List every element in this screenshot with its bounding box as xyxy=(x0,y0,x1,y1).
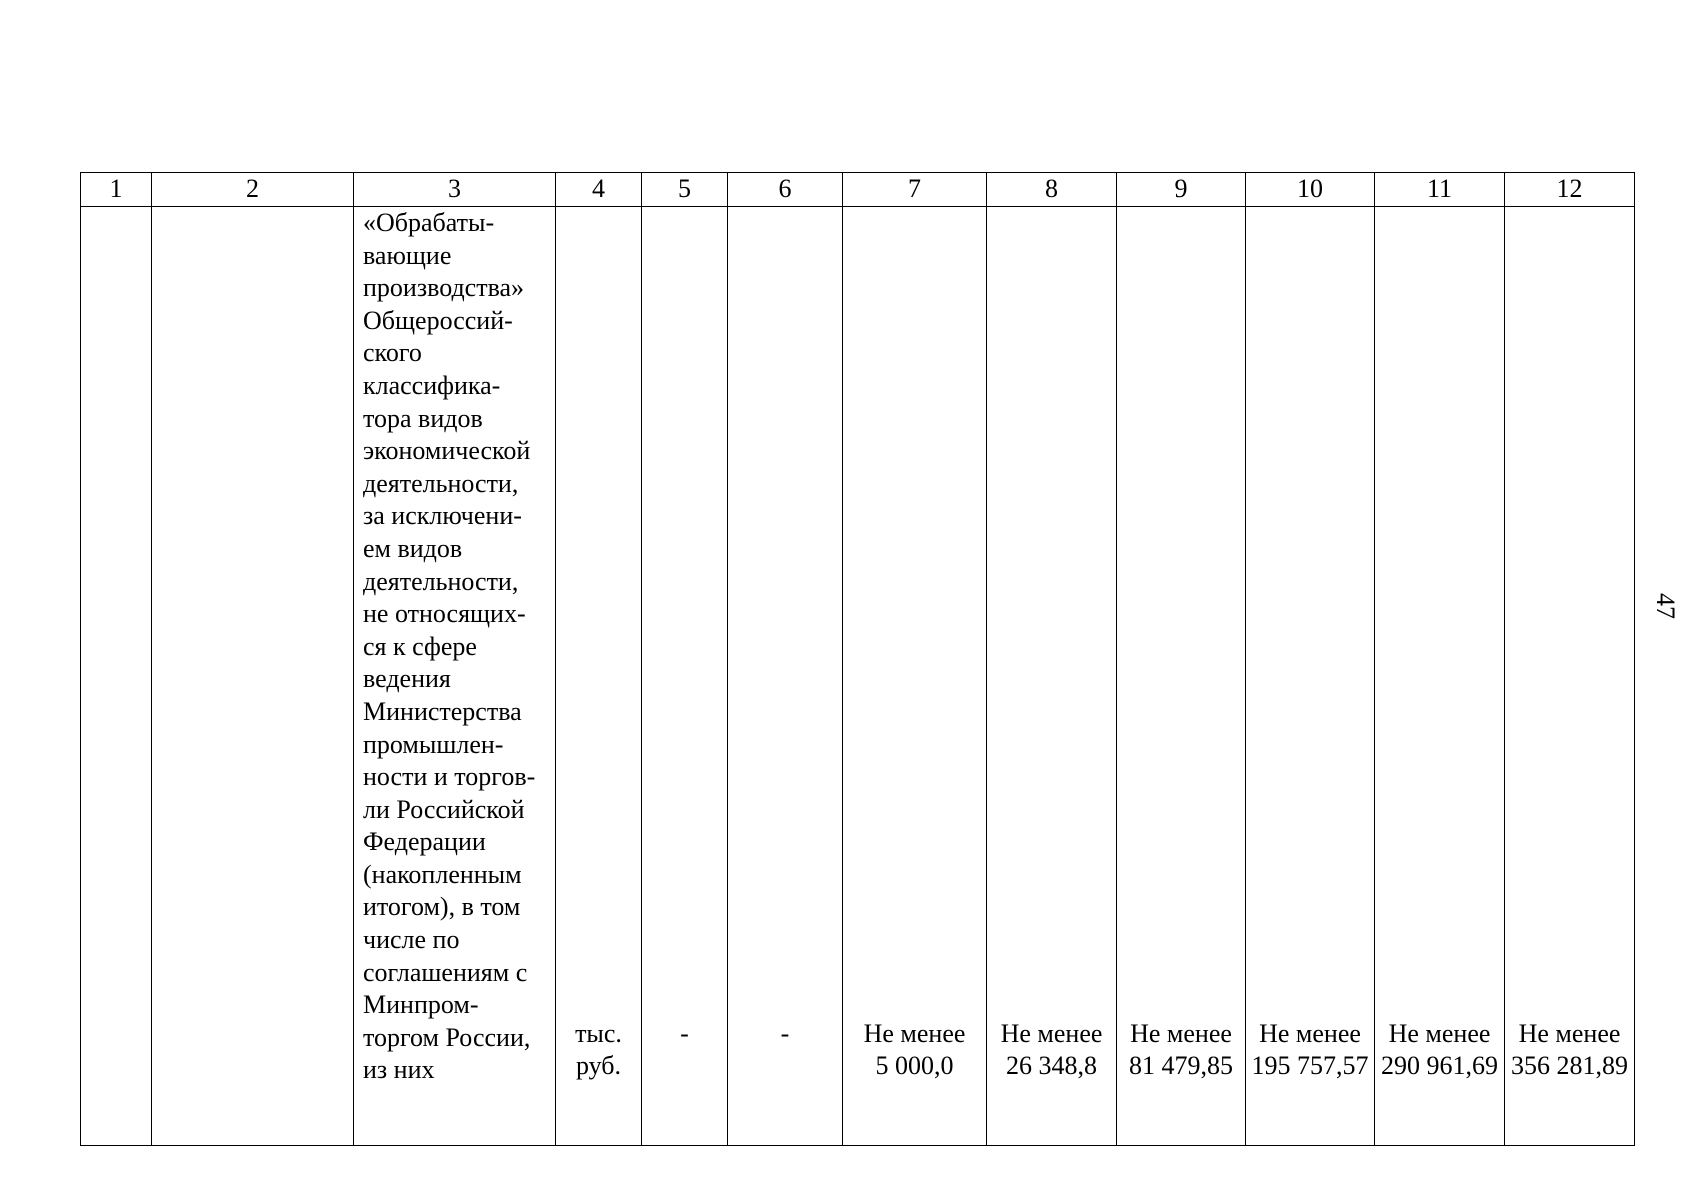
value-prefix: Не менее xyxy=(1259,1018,1361,1048)
value-prefix: Не менее xyxy=(863,1018,966,1048)
dash-value: - xyxy=(780,1018,790,1048)
column-number: 11 xyxy=(1375,173,1505,207)
dash-cell xyxy=(642,207,728,1146)
value-amount: 5 000,0 xyxy=(875,1051,954,1081)
description-line: ли Российской xyxy=(363,794,525,824)
description-line: числе по xyxy=(363,925,460,955)
description-line: производства» xyxy=(363,273,525,303)
column-number: 12 xyxy=(1505,173,1635,207)
value-prefix: Не менее xyxy=(1000,1018,1103,1048)
value-cell xyxy=(1505,207,1635,1146)
description-line: соглашениям с xyxy=(363,957,528,987)
description-line: торгом России, xyxy=(363,1022,531,1052)
value-cell xyxy=(843,207,987,1146)
description-line: Министерства xyxy=(363,696,522,726)
description-line: (накопленным xyxy=(363,859,522,889)
description-line: ности и торгов- xyxy=(363,762,536,792)
description-line: ведения xyxy=(363,664,451,694)
column-number: 10 xyxy=(1246,173,1375,207)
description-line: тора видов xyxy=(363,403,483,433)
unit-line: тыс. xyxy=(575,1018,622,1048)
description-line: ского xyxy=(363,338,422,368)
dash-value: - xyxy=(680,1018,689,1048)
description-line: деятельности, xyxy=(363,566,519,596)
description-line: не относящих- xyxy=(363,599,526,629)
column-number: 5 xyxy=(642,173,728,207)
description-line: ся к сфере xyxy=(363,631,477,661)
column-number: 3 xyxy=(354,173,556,207)
description-line: за исключени- xyxy=(363,501,522,531)
value-cell xyxy=(987,207,1117,1146)
description-line: ем видов xyxy=(363,533,463,563)
column-number-row xyxy=(81,173,1635,207)
dash-cell xyxy=(728,207,843,1146)
description-line: Общероссий- xyxy=(363,305,513,335)
unit-cell xyxy=(556,207,642,1146)
indicator-name-cell xyxy=(152,207,354,1146)
value-cell xyxy=(1246,207,1375,1146)
column-number: 6 xyxy=(728,173,843,207)
value-amount: 81 479,85 xyxy=(1129,1051,1233,1081)
value-amount: 195 757,57 xyxy=(1251,1051,1369,1081)
description-line: промышлен- xyxy=(363,729,504,759)
description-line: Минпром- xyxy=(363,990,479,1020)
value-amount: 356 281,89 xyxy=(1511,1051,1628,1081)
description-line: классифика- xyxy=(363,370,501,400)
description-line: экономической xyxy=(363,436,531,466)
unit-line: руб. xyxy=(575,1051,622,1081)
value-amount: 26 348,8 xyxy=(1006,1051,1097,1081)
value-cell xyxy=(1375,207,1505,1146)
description-line: Федерации xyxy=(363,827,486,857)
value-cell xyxy=(1117,207,1246,1146)
value-amount: 290 961,69 xyxy=(1381,1051,1498,1081)
value-prefix: Не менее xyxy=(1130,1018,1232,1048)
indicator-description-cell xyxy=(354,207,556,1146)
description-line: вающие xyxy=(363,240,452,270)
value-prefix: Не менее xyxy=(1388,1018,1491,1048)
description-line: итогом), в том xyxy=(363,892,521,922)
column-number: 9 xyxy=(1117,173,1246,207)
description-line: из них xyxy=(363,1055,435,1085)
table-row xyxy=(81,207,1635,1146)
column-number: 7 xyxy=(843,173,987,207)
column-number: 8 xyxy=(987,173,1117,207)
description-line: «Обрабаты- xyxy=(363,208,495,237)
value-prefix: Не менее xyxy=(1518,1018,1621,1048)
row-number-cell xyxy=(81,207,152,1146)
column-number: 1 xyxy=(81,173,152,207)
column-number: 4 xyxy=(556,173,642,207)
page-number: 47 xyxy=(1651,593,1680,619)
indicator-table xyxy=(80,172,1635,1146)
description-line: деятельности, xyxy=(363,468,519,498)
column-number: 2 xyxy=(152,173,354,207)
